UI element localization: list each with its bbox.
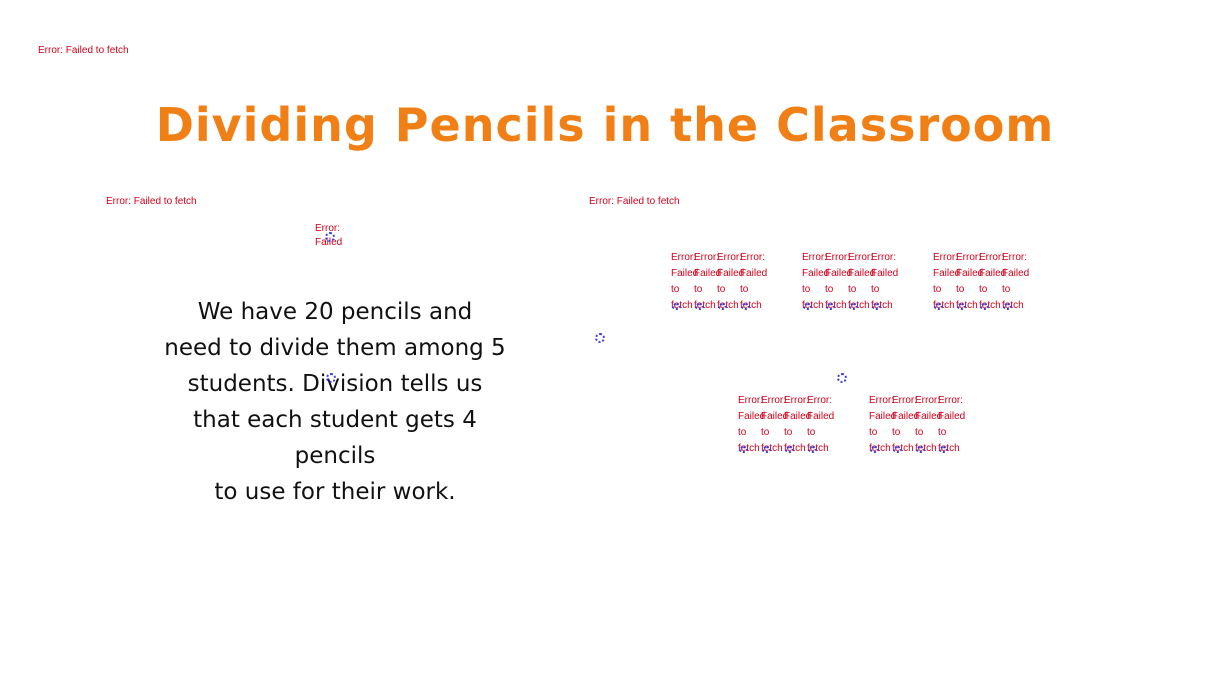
error-line: fetch	[671, 300, 693, 311]
error-line: Failed	[315, 237, 343, 248]
loading-spinner-icon	[939, 446, 948, 453]
error-line: Failed	[671, 268, 699, 279]
description-line: pencils	[294, 443, 376, 469]
loading-spinner-icon	[785, 446, 794, 453]
error-line: Failed	[738, 411, 766, 422]
error-line: Error:	[738, 395, 763, 406]
error-line: to	[869, 427, 878, 438]
error-line: Error:	[979, 252, 1004, 263]
error-line: to	[1002, 284, 1011, 295]
error-line: Failed	[802, 268, 830, 279]
loading-spinner-icon	[695, 303, 704, 310]
loading-spinner-icon	[718, 303, 727, 310]
description-line: that each student gets 4	[193, 407, 477, 433]
loading-spinner-icon	[325, 232, 335, 242]
error-line: Error:	[848, 252, 873, 263]
error-line: Error:	[694, 252, 719, 263]
error-line: to	[761, 427, 770, 438]
error-line: to	[671, 284, 680, 295]
error-line: Failed	[1002, 268, 1030, 279]
error-line: fetch	[717, 300, 739, 311]
loading-spinner-icon	[326, 373, 336, 383]
error-line: fetch	[694, 300, 716, 311]
error-line: Error:	[956, 252, 981, 263]
image-error-narrow	[315, 222, 355, 250]
error-line: Failed	[717, 268, 745, 279]
error-line: Failed	[784, 411, 812, 422]
loading-spinner-icon	[837, 373, 847, 383]
error-message-left: Error: Failed to fetch	[106, 196, 197, 207]
description-line: We have 20 pencils and	[197, 299, 473, 325]
error-line: to	[740, 284, 749, 295]
error-line: fetch	[825, 300, 847, 311]
loading-spinner-icon	[808, 446, 817, 453]
error-line: fetch	[802, 300, 824, 311]
error-line: fetch	[848, 300, 870, 311]
error-line: fetch	[892, 443, 914, 454]
error-line: to	[956, 284, 965, 295]
error-line: Failed	[892, 411, 920, 422]
error-line: Error:	[869, 395, 894, 406]
error-line: to	[738, 427, 747, 438]
loading-spinner-icon	[957, 303, 966, 310]
error-line: Error:	[761, 395, 786, 406]
loading-spinner-icon	[934, 303, 943, 310]
error-line: fetch	[933, 300, 955, 311]
error-line: Error:	[1002, 252, 1027, 263]
loading-spinner-icon	[739, 446, 748, 453]
error-line: Failed	[825, 268, 853, 279]
error-message-top: Error: Failed to fetch	[38, 45, 129, 56]
error-line: to	[694, 284, 703, 295]
error-line: fetch	[871, 300, 893, 311]
loading-spinner-icon	[803, 303, 812, 310]
error-line: Failed	[807, 411, 835, 422]
error-line: to	[938, 427, 947, 438]
error-line: to	[784, 427, 793, 438]
error-line: Failed	[848, 268, 876, 279]
error-line: to	[871, 284, 880, 295]
error-line: Error:	[671, 252, 696, 263]
error-line: fetch	[915, 443, 937, 454]
error-line: Error:	[871, 252, 896, 263]
error-line: to	[825, 284, 834, 295]
error-line: fetch	[869, 443, 891, 454]
error-line: to	[915, 427, 924, 438]
description-line: to use for their work.	[214, 479, 456, 505]
loading-spinner-icon	[849, 303, 858, 310]
error-line: Error:	[315, 223, 340, 234]
error-line: fetch	[1002, 300, 1024, 311]
error-line: to	[933, 284, 942, 295]
error-line: fetch	[807, 443, 829, 454]
error-line: Failed	[933, 268, 961, 279]
error-line: fetch	[979, 300, 1001, 311]
error-line: fetch	[761, 443, 783, 454]
loading-spinner-icon	[826, 303, 835, 310]
error-line: Failed	[979, 268, 1007, 279]
description-text	[155, 294, 515, 510]
error-line: Error:	[802, 252, 827, 263]
error-line: to	[717, 284, 726, 295]
loading-spinner-icon	[595, 333, 605, 343]
error-line: fetch	[784, 443, 806, 454]
error-line: Error:	[717, 252, 742, 263]
error-line: Failed	[740, 268, 768, 279]
loading-spinner-icon	[980, 303, 989, 310]
error-line: fetch	[956, 300, 978, 311]
error-line: Error:	[915, 395, 940, 406]
error-line: Failed	[956, 268, 984, 279]
error-line: Error:	[807, 395, 832, 406]
error-line: Error:	[933, 252, 958, 263]
error-line: to	[848, 284, 857, 295]
description-line: need to divide them among 5	[164, 335, 506, 361]
error-line: to	[892, 427, 901, 438]
error-line: Failed	[761, 411, 789, 422]
loading-spinner-icon	[893, 446, 902, 453]
error-line: Error:	[892, 395, 917, 406]
error-line: Error:	[825, 252, 850, 263]
loading-spinner-icon	[741, 303, 750, 310]
error-message-right: Error: Failed to fetch	[589, 196, 680, 207]
error-line: fetch	[740, 300, 762, 311]
loading-spinner-icon	[762, 446, 771, 453]
loading-spinner-icon	[1003, 303, 1012, 310]
error-line: Failed	[915, 411, 943, 422]
error-line: Failed	[694, 268, 722, 279]
error-line: to	[807, 427, 816, 438]
loading-spinner-icon	[870, 446, 879, 453]
loading-spinner-icon	[872, 303, 881, 310]
error-line: to	[979, 284, 988, 295]
error-line: fetch	[738, 443, 760, 454]
error-line: Error:	[740, 252, 765, 263]
error-line: fetch	[938, 443, 960, 454]
page-title: Dividing Pencils in the Classroom	[155, 98, 1055, 152]
loading-spinner-icon	[916, 446, 925, 453]
description-line: students. Division tells us	[187, 371, 483, 397]
error-line: Error:	[784, 395, 809, 406]
error-line: Failed	[869, 411, 897, 422]
error-line: Failed	[871, 268, 899, 279]
error-line: Error:	[938, 395, 963, 406]
error-line: to	[802, 284, 811, 295]
loading-spinner-icon	[672, 303, 681, 310]
error-line: Failed	[938, 411, 966, 422]
